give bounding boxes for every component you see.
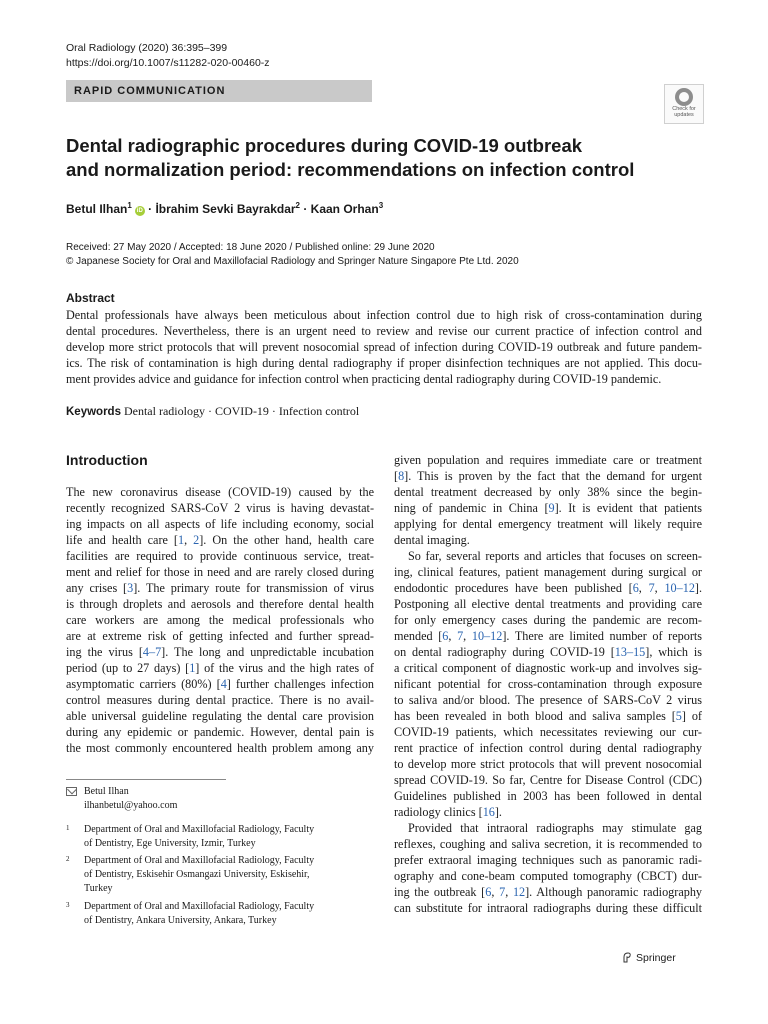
body-text: ]. The long and unpredictable incubation: [161, 645, 374, 659]
citation-link[interactable]: 4: [220, 677, 227, 691]
body-text: Postponing all elective dental treatments and providing care: [394, 597, 702, 611]
body-text: ,: [654, 581, 665, 595]
title-line: and normalization period: recommendations on infection control: [66, 159, 635, 180]
article-type-banner: RAPID COMMUNICATION: [66, 80, 372, 102]
check-for-updates-text-1: Check for: [672, 106, 696, 112]
body-line: [66, 660, 374, 676]
keywords-label: Keywords: [66, 406, 121, 418]
body-text: ing the virus [: [66, 645, 143, 659]
citation-link[interactable]: 16: [482, 805, 495, 819]
body-text: ]. The primary route for transmission of virus: [133, 581, 375, 595]
publication-dates: Received: 27 May 2020 / Accepted: 18 June 2020 / Published online: 29 June 2020: [66, 242, 435, 253]
affiliation-line: Department of Oral and Maxillofacial Radiology, Faculty: [84, 824, 315, 835]
body-line: [394, 580, 702, 596]
body-line: [66, 724, 374, 740]
body-text: nificant potential for cross-contamination through exposure: [394, 677, 702, 691]
body-text: radiology clinics [: [394, 805, 483, 819]
body-text: given population and requires immediate care or treatment: [394, 453, 702, 467]
body-text: ]. Although panoramic radiography: [525, 885, 703, 899]
body-line: [394, 788, 702, 804]
body-text: for only emergency cases during the pandemic are recom-: [394, 613, 702, 627]
body-text: The new coronavirus disease (COVID-19) caused by the: [66, 485, 374, 499]
journal-citation: Oral Radiology (2020) 36:395–399: [66, 42, 228, 54]
affiliation-line: Department of Oral and Maxillofacial Radiology, Faculty: [84, 901, 315, 912]
body-line: [394, 868, 702, 884]
citation-link[interactable]: 6: [442, 629, 449, 643]
corresponding-author-name: Betul Ilhan: [84, 786, 129, 797]
body-text: Guidelines published in 2003 has been followed in dental: [394, 789, 702, 803]
body-text: can substitute for intraoral radiographs during these difficult: [394, 901, 702, 915]
affiliation-number: 2: [66, 855, 70, 863]
introduction-heading: Introduction: [66, 452, 148, 468]
body-text: ,: [184, 533, 194, 547]
body-text: ing, clinical features, patient management during surgical or: [394, 565, 702, 579]
body-line: [66, 692, 374, 708]
affiliation-number: 3: [66, 901, 70, 909]
body-text: mended [: [394, 629, 443, 643]
body-text: life and health care [: [66, 533, 178, 547]
body-text: to saliva and/or blood. The presence of SARS-CoV 2 virus: [394, 693, 702, 707]
citation-link[interactable]: 12: [512, 885, 526, 899]
body-text: ,: [463, 629, 472, 643]
body-line: [66, 580, 374, 596]
citation-link[interactable]: 1: [189, 661, 196, 675]
keywords-text: Dental radiology · COVID-19 · Infection control: [123, 404, 360, 418]
body-text: control measures during dental practice. There is no avail-: [66, 693, 374, 707]
body-line: [66, 708, 374, 724]
citation-link[interactable]: 2: [193, 533, 200, 547]
body-line: [394, 740, 702, 756]
body-text: ]. It is evident that patients: [554, 501, 702, 515]
body-line: [394, 500, 702, 516]
body-line: [66, 740, 374, 756]
body-text: able universal guideline regulating the dental care provision: [66, 709, 374, 723]
citation-link[interactable]: 7: [457, 629, 464, 643]
body-text: on dental radiography during COVID-19 [: [394, 645, 615, 659]
body-line: [66, 532, 374, 548]
body-text: is through droplets and aerosols and therefore dental health: [66, 597, 374, 611]
body-line: [394, 772, 702, 788]
body-text: [: [394, 469, 399, 483]
body-line: [394, 708, 702, 724]
citation-link[interactable]: 6: [485, 885, 492, 899]
body-text: ].: [694, 581, 703, 595]
title-line: Dental radiographic procedures during COVID-19 outbreak: [66, 135, 583, 156]
body-line: [394, 564, 702, 580]
author-list: [66, 201, 383, 216]
body-line: [66, 612, 374, 628]
body-text: care workers are among the medical professionals who: [66, 613, 374, 627]
body-text: spread COVID-19. So far, Centre for Disease Control (CDC): [394, 773, 702, 787]
body-line: [394, 644, 702, 660]
body-line: [394, 628, 702, 644]
body-text: ] further challenges infection: [226, 677, 375, 691]
affiliation-line: Department of Oral and Maxillofacial Radiology, Faculty: [84, 855, 315, 866]
citation-link[interactable]: 10–12: [471, 629, 503, 643]
body-line: [66, 516, 374, 532]
body-line: [394, 804, 702, 820]
body-line: [394, 692, 702, 708]
author-affiliation-mark: 3: [378, 201, 384, 210]
citation-link[interactable]: 7: [648, 581, 655, 595]
body-text: ]. On the other hand, health care: [199, 533, 375, 547]
body-text: ] of: [681, 709, 702, 723]
body-text: ,: [505, 885, 513, 899]
citation-link[interactable]: 6: [632, 581, 639, 595]
body-text: are at extreme risk of getting infected and further spread-: [66, 629, 374, 643]
body-line: [394, 900, 702, 916]
orcid-icon[interactable]: iD: [136, 208, 143, 214]
email-icon: [66, 787, 77, 796]
author-name[interactable]: Betul Ilhan: [66, 202, 128, 216]
body-line: [394, 548, 702, 564]
citation-link[interactable]: 10–12: [664, 581, 695, 595]
body-line: [66, 644, 374, 660]
body-text: ography and cone-beam computed tomography (CBCT) dur-: [394, 869, 702, 883]
body-text: asymptomatic carriers (80%) [: [66, 677, 221, 691]
body-line: [394, 676, 702, 692]
body-line: [66, 596, 374, 612]
body-line: [394, 836, 702, 852]
author-separator: ·: [144, 202, 156, 216]
body-text: ,: [638, 581, 649, 595]
body-line: [394, 484, 702, 500]
body-text: ,: [491, 885, 500, 899]
body-text: ,: [448, 629, 458, 643]
body-line: [394, 452, 702, 468]
body-line: [394, 660, 702, 676]
body-text: facilities are required to provide continuous service, treat-: [66, 549, 374, 563]
affiliation-line: Turkey: [84, 883, 113, 894]
publisher-logo: [622, 952, 676, 964]
body-text: ], which is: [645, 645, 702, 659]
body-line: [394, 596, 702, 612]
crossmark-icon: [675, 88, 693, 106]
body-text: Provided that intraoral radiographs may stimulate gag: [408, 821, 702, 835]
body-line: [66, 628, 374, 644]
abstract-line: ics. The risk of contamination is high during dental radiography if proper disinfection techniques are not applied. This docu-: [66, 356, 702, 370]
body-line: [394, 884, 702, 900]
body-text: prefer extraoral imaging techniques such as panoramic radi-: [394, 853, 702, 867]
body-text: applying for dental emergency treatment will likely require: [394, 517, 702, 531]
abstract-line: ment provides advice and guidance for infection control when practicing dental radiography during COVID-19 pandemic.: [66, 372, 662, 386]
abstract-line: Dental professionals have always been meticulous about infection control due to high risk of cross-contamination during: [66, 308, 702, 322]
body-text: endodontic procedures have been published [: [394, 581, 633, 595]
body-line: [394, 612, 702, 628]
doi-link[interactable]: https://doi.org/10.1007/s11282-020-00460-z: [66, 57, 270, 69]
author-separator: ·: [300, 202, 311, 216]
corresponding-author-email[interactable]: ilhanbetul@yahoo.com: [84, 800, 178, 811]
body-line: [394, 516, 702, 532]
body-text: ].: [494, 805, 502, 819]
body-text: ]. There are limited number of reports: [502, 629, 703, 643]
citation-link[interactable]: 13–15: [614, 645, 646, 659]
check-for-updates-badge[interactable]: [664, 84, 704, 124]
body-line: [394, 820, 702, 836]
affiliation-line: of Dentistry, Ege University, Izmir, Turkey: [84, 838, 256, 849]
author-name[interactable]: Kaan Orhan: [310, 202, 379, 216]
body-text: dental treatment decreased by only 38% since the begin-: [394, 485, 702, 499]
author-affiliation-mark: 1: [127, 201, 132, 210]
body-text: any crises [: [66, 581, 128, 595]
body-text: ning of pandemic in China [: [394, 501, 549, 515]
body-text: ing impacts on all aspects of life including economy, social: [66, 517, 374, 531]
body-text: reflexes, coughing and saliva secretion, it is recommended to: [394, 837, 702, 851]
body-text: ment and relief for those in need and are rarely closed during: [66, 565, 374, 579]
body-text: ing the outbreak [: [394, 885, 486, 899]
body-line: [394, 724, 702, 740]
affiliation-line: of Dentistry, Eskisehir Osmangazi University, Eskisehir,: [84, 869, 310, 880]
affiliation-line: of Dentistry, Ankara University, Ankara, Turkey: [84, 915, 277, 926]
body-text: to develop more strict protocols that will prevent nosocomial: [394, 757, 702, 771]
author-name[interactable]: İbrahim Sevki Bayrakdar: [155, 202, 296, 216]
springer-horse-icon: [622, 952, 632, 963]
body-line: [394, 468, 702, 484]
body-text: a critical component of diagnostic work-up and involves sig-: [394, 661, 702, 675]
citation-link[interactable]: 8: [398, 469, 405, 483]
body-text: So far, several reports and articles that focuses on screen-: [408, 549, 702, 563]
body-line: [394, 756, 702, 772]
copyright-notice: © Japanese Society for Oral and Maxillofacial Radiology and Springer Nature Singapore Pte Ltd. 2020: [66, 256, 519, 267]
body-text: the most commonly encountered health problem among any: [66, 741, 374, 755]
body-line: [66, 676, 374, 692]
check-for-updates-text-2: updates: [674, 112, 694, 118]
abstract-heading: Abstract: [66, 291, 115, 305]
paper-title: [66, 134, 666, 182]
body-line: [394, 532, 702, 548]
body-text: ]. This is proven by the fact that the demand for urgent: [404, 469, 702, 483]
publisher-name: Springer: [636, 952, 676, 964]
body-line: [66, 548, 374, 564]
citation-link[interactable]: 7: [499, 885, 506, 899]
body-text: has been revealed in both blood and saliva samples [: [394, 709, 676, 723]
affiliation-number: 1: [66, 824, 70, 832]
footnote-divider: [66, 779, 226, 780]
abstract-line: dental procedures. Nevertheless, there is an urgent need to review and revise our current practice of infection control and: [66, 324, 702, 338]
abstract-line: develop more strict protocols that will prevent nosocomial spread of infection during COVID-19 outbreak and future pandem-: [66, 340, 702, 354]
body-text: dental imaging.: [394, 533, 470, 547]
body-line: [66, 500, 374, 516]
citation-link[interactable]: 5: [675, 709, 682, 723]
body-line: [66, 484, 374, 500]
citation-link[interactable]: 3: [127, 581, 134, 595]
body-text: during any epidemic or pandemic. However, dental pain is: [66, 725, 374, 739]
body-text: COVID-19 patients, which necessitates reviewing our cur-: [394, 725, 702, 739]
body-text: rent practice of infection control during dental radiography: [394, 741, 702, 755]
keywords-row: [66, 404, 359, 419]
body-text: recently recognized SARS-CoV 2 virus is having devastat-: [66, 501, 374, 515]
body-text: period (up to 27 days) [: [66, 661, 190, 675]
citation-link[interactable]: 4–7: [142, 645, 162, 659]
body-line: [394, 852, 702, 868]
citation-link[interactable]: 1: [177, 533, 185, 547]
body-text: ] of the virus and the high rates of: [195, 661, 374, 675]
body-line: [66, 564, 374, 580]
citation-link[interactable]: 9: [548, 501, 555, 515]
author-affiliation-mark: 2: [295, 201, 300, 210]
